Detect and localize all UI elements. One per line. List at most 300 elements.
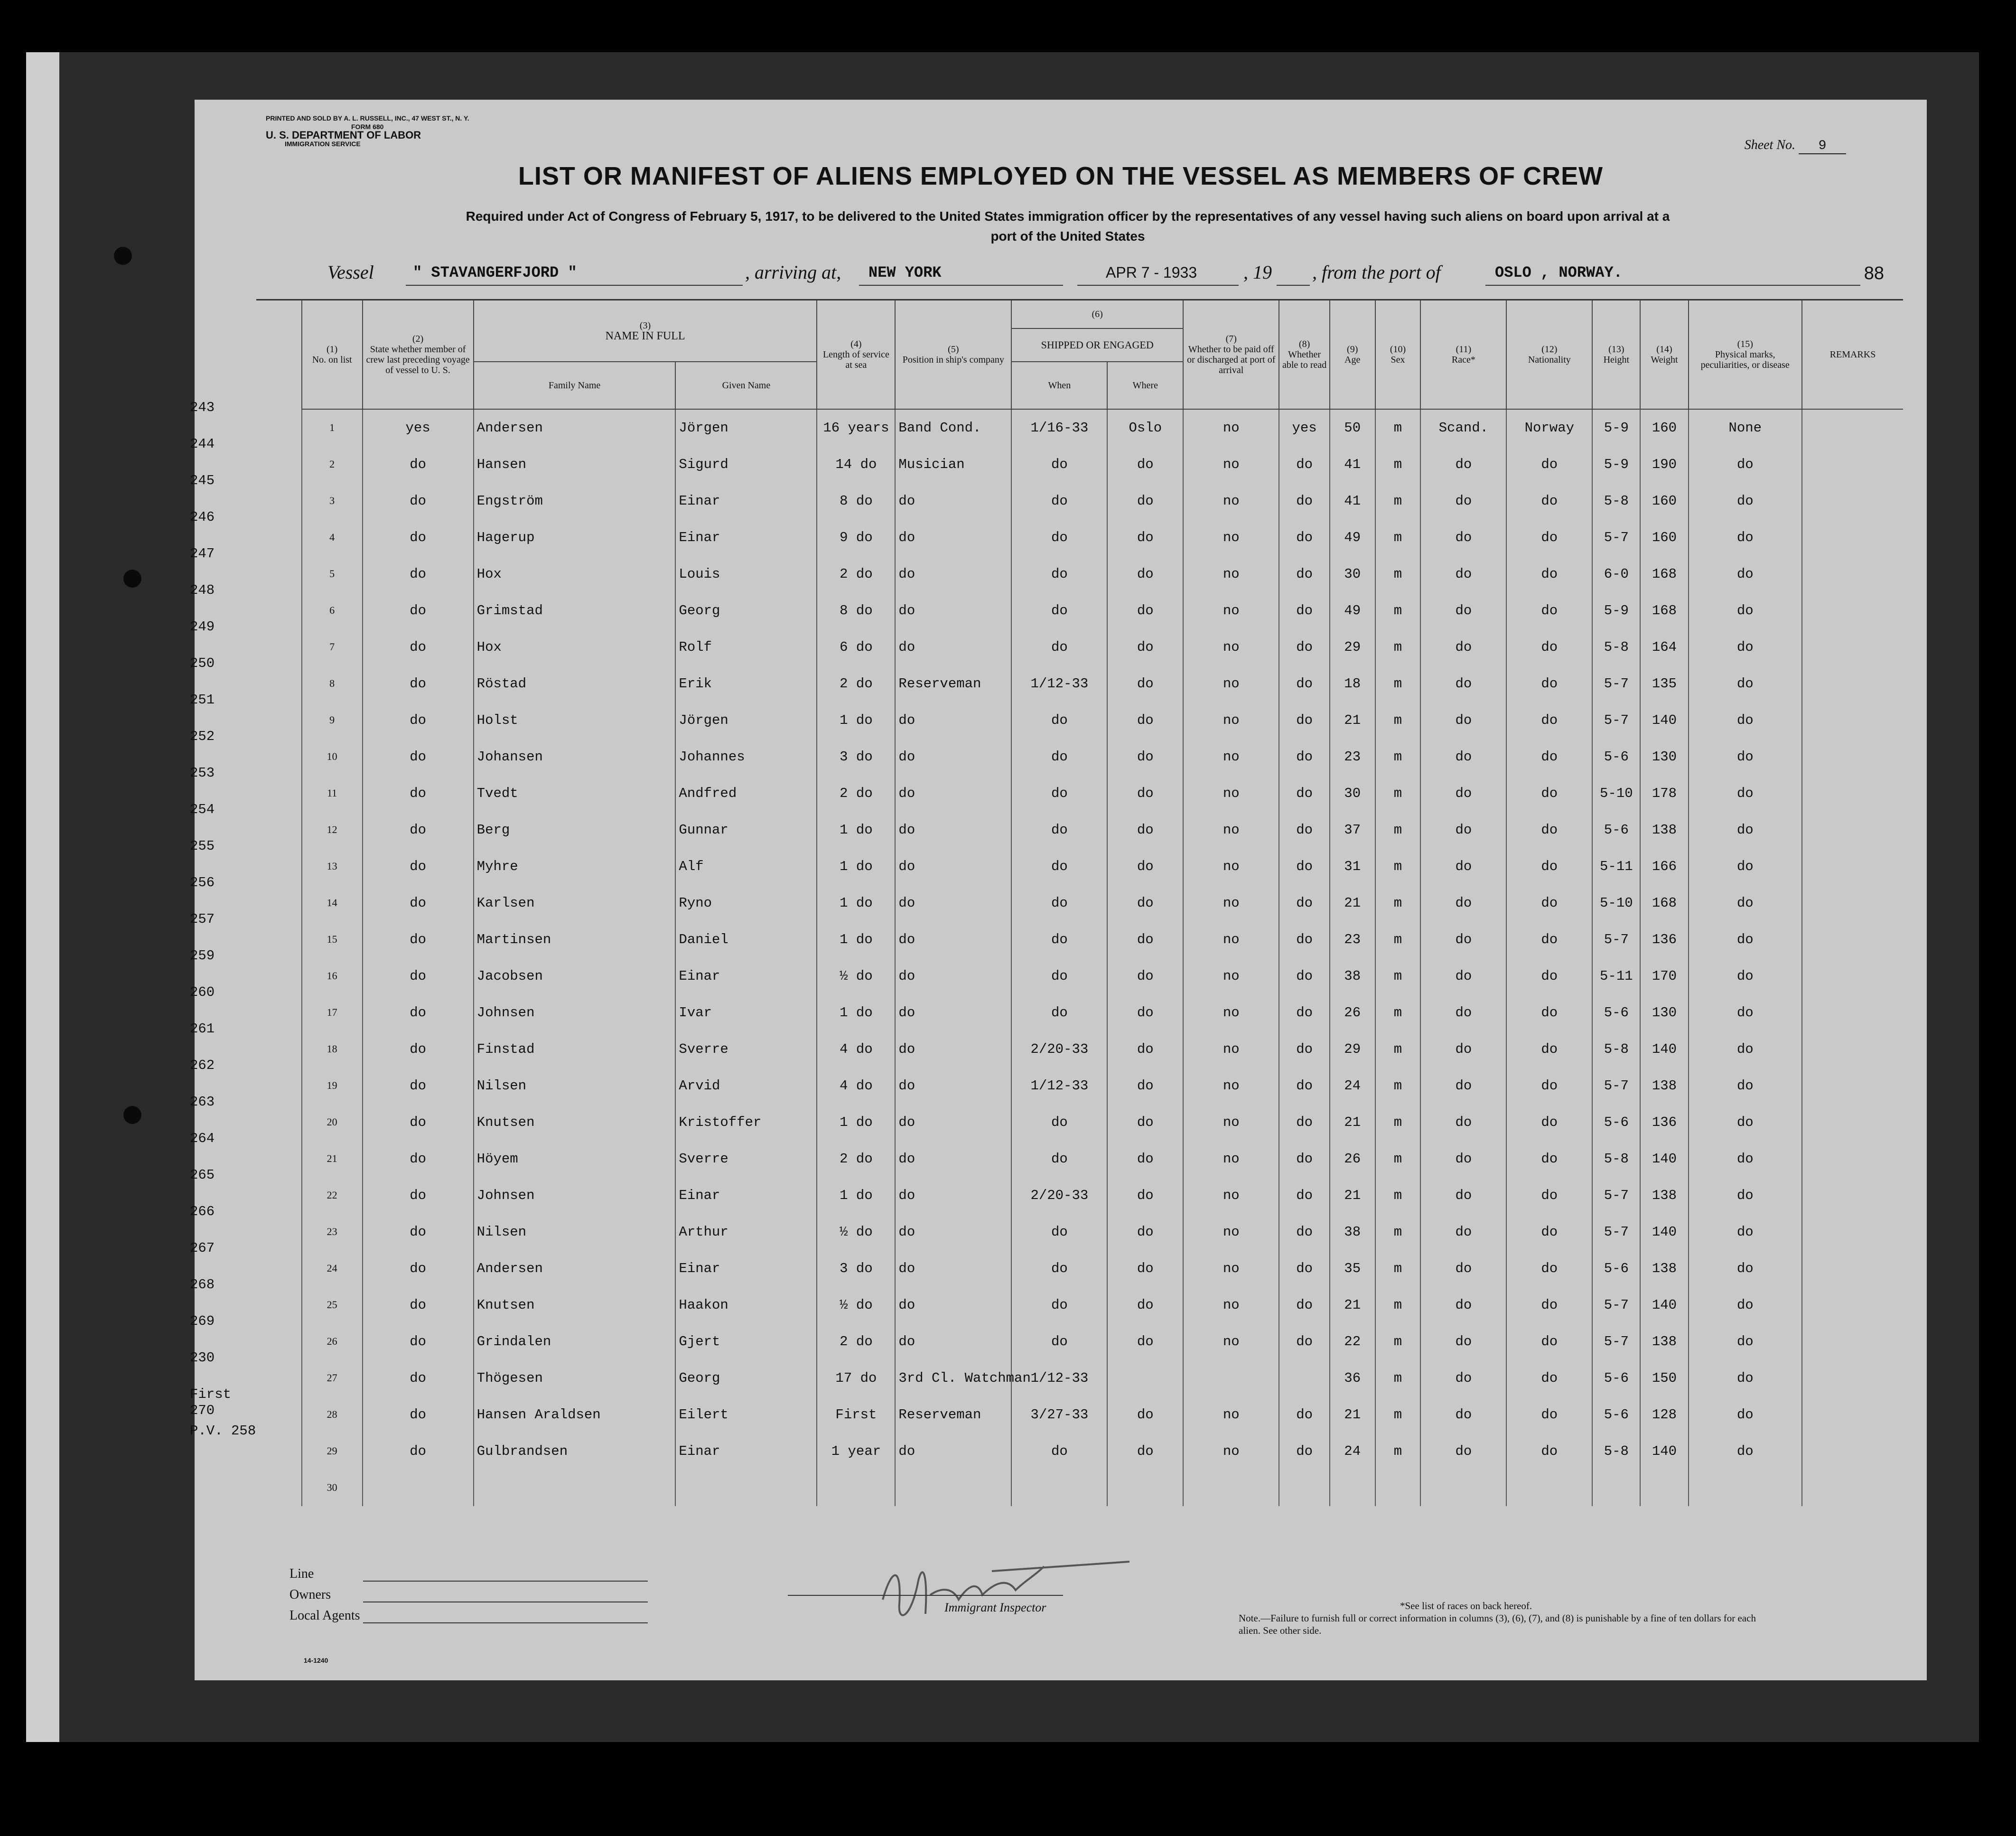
- nationality: do: [1506, 921, 1592, 958]
- given-name: Einar: [675, 483, 817, 519]
- local-agents-label: Local Agents: [289, 1608, 360, 1623]
- nationality: [1506, 1470, 1592, 1506]
- margin-number: 244: [190, 436, 215, 452]
- family-name: Thögesen: [474, 1360, 676, 1396]
- service-length: 17 do: [817, 1360, 895, 1396]
- height: 5-10: [1592, 885, 1640, 921]
- nationality: do: [1506, 1250, 1592, 1287]
- able-to-read: [1279, 1470, 1329, 1506]
- prev-voyage: do: [363, 629, 474, 665]
- paid-off: no: [1183, 519, 1279, 556]
- margin-number: 230: [190, 1350, 215, 1366]
- able-to-read: yes: [1279, 409, 1329, 446]
- given-name: Sverre: [675, 1031, 817, 1068]
- able-to-read: [1279, 1360, 1329, 1396]
- race: do: [1420, 665, 1506, 702]
- crew-row: [256, 1177, 1903, 1214]
- crew-row: [256, 775, 1903, 812]
- col-number: (14): [1656, 344, 1672, 355]
- shipped-when: do: [1011, 1250, 1107, 1287]
- age: 35: [1330, 1250, 1375, 1287]
- position: do: [895, 1104, 1011, 1141]
- shipped-where: do: [1107, 1104, 1183, 1141]
- penalty-note: Note.—Failure to furnish full or correct information in columns (3), (6), (7), and (8) is punishable by a fine of ten dollars for each alien. See other side.: [1239, 1612, 1756, 1636]
- crew-row: [256, 702, 1903, 739]
- service-length: ½ do: [817, 1287, 895, 1323]
- remarks: [1802, 1141, 1903, 1177]
- service-length: 1 do: [817, 812, 895, 848]
- weight: [1640, 1470, 1688, 1506]
- service-length: 2 do: [817, 1323, 895, 1360]
- binder-hole: [123, 1106, 141, 1124]
- remarks: [1802, 1287, 1903, 1323]
- given-name: Rolf: [675, 629, 817, 665]
- prev-voyage: [363, 1470, 474, 1506]
- family-name: Hagerup: [474, 519, 676, 556]
- service-length: 1 do: [817, 1177, 895, 1214]
- nationality: do: [1506, 1287, 1592, 1323]
- col-name-header: [474, 300, 817, 362]
- able-to-read: do: [1279, 812, 1329, 848]
- col-label: Nationality: [1528, 354, 1571, 365]
- service-length: 1 do: [817, 921, 895, 958]
- height: 5-8: [1592, 483, 1640, 519]
- margin-number: 259: [190, 948, 215, 964]
- shipped-when: do: [1011, 702, 1107, 739]
- shipped-when: do: [1011, 921, 1107, 958]
- able-to-read: do: [1279, 1323, 1329, 1360]
- able-to-read: do: [1279, 1031, 1329, 1068]
- age: 21: [1330, 885, 1375, 921]
- subtitle-line-1: Required under Act of Congress of February 5, 1917, to be delivered to the United States immigration officer by the representatives of any vessel having such aliens on board upon arrival at a: [466, 209, 1670, 224]
- nationality: do: [1506, 812, 1592, 848]
- weight: 170: [1640, 958, 1688, 994]
- crew-row: [256, 958, 1903, 994]
- age: 30: [1330, 556, 1375, 592]
- margin-number: 268: [190, 1277, 215, 1293]
- given-name: Johannes: [675, 739, 817, 775]
- sex: m: [1375, 1433, 1421, 1470]
- position: Reserveman: [895, 665, 1011, 702]
- able-to-read: do: [1279, 1177, 1329, 1214]
- height: 5-6: [1592, 1396, 1640, 1433]
- position: do: [895, 629, 1011, 665]
- margin-number: 249: [190, 619, 215, 635]
- sex: m: [1375, 1250, 1421, 1287]
- shipped-where: do: [1107, 1068, 1183, 1104]
- family-name: Myhre: [474, 848, 676, 885]
- prev-voyage: do: [363, 1396, 474, 1433]
- age: [1330, 1470, 1375, 1506]
- race: do: [1420, 1214, 1506, 1250]
- paid-off: no: [1183, 921, 1279, 958]
- family-name: Johansen: [474, 739, 676, 775]
- row-number: 3: [302, 483, 363, 519]
- race: do: [1420, 483, 1506, 519]
- shipped-when: do: [1011, 556, 1107, 592]
- col-label: No. on list: [312, 354, 352, 365]
- nationality: do: [1506, 665, 1592, 702]
- weight: 140: [1640, 702, 1688, 739]
- given-name: Einar: [675, 519, 817, 556]
- position: do: [895, 1141, 1011, 1177]
- position: Reserveman: [895, 1396, 1011, 1433]
- paid-off: no: [1183, 592, 1279, 629]
- position: do: [895, 592, 1011, 629]
- prev-voyage: do: [363, 592, 474, 629]
- shipped-where: do: [1107, 885, 1183, 921]
- nationality: do: [1506, 629, 1592, 665]
- physical-marks: do: [1689, 1141, 1802, 1177]
- height: 5-6: [1592, 1104, 1640, 1141]
- able-to-read: do: [1279, 1396, 1329, 1433]
- col-label: REMARKS: [1829, 349, 1876, 360]
- col-weight-header: [1640, 300, 1688, 409]
- from-port: OSLO , NORWAY.: [1495, 264, 1623, 281]
- crew-row: [256, 1470, 1903, 1506]
- col-number: (8): [1298, 338, 1310, 349]
- service-length: ½ do: [817, 958, 895, 994]
- shipped-when: do: [1011, 885, 1107, 921]
- row-number: 17: [302, 994, 363, 1031]
- shipped-when: 2/20-33: [1011, 1031, 1107, 1068]
- able-to-read: do: [1279, 446, 1329, 483]
- age: 23: [1330, 739, 1375, 775]
- weight: 164: [1640, 629, 1688, 665]
- height: 5-6: [1592, 1360, 1640, 1396]
- weight: 160: [1640, 483, 1688, 519]
- given-name: Einar: [675, 1433, 817, 1470]
- age: 50: [1330, 409, 1375, 446]
- physical-marks: do: [1689, 592, 1802, 629]
- col-label: Whether able to read: [1282, 349, 1327, 370]
- col-number: (7): [1225, 333, 1237, 344]
- physical-marks: [1689, 1470, 1802, 1506]
- race: do: [1420, 1323, 1506, 1360]
- race: do: [1420, 1104, 1506, 1141]
- col-number: (9): [1347, 344, 1358, 355]
- able-to-read: do: [1279, 483, 1329, 519]
- family-name: Grindalen: [474, 1323, 676, 1360]
- margin-number: 266: [190, 1204, 215, 1219]
- race: do: [1420, 1433, 1506, 1470]
- physical-marks: do: [1689, 739, 1802, 775]
- able-to-read: do: [1279, 665, 1329, 702]
- physical-marks: do: [1689, 958, 1802, 994]
- service-length: 9 do: [817, 519, 895, 556]
- sex: m: [1375, 519, 1421, 556]
- binder-hole: [123, 570, 141, 588]
- crew-row: [256, 1433, 1903, 1470]
- col-number: (11): [1456, 344, 1472, 355]
- margin-number: 243: [190, 400, 215, 415]
- physical-marks: do: [1689, 1031, 1802, 1068]
- able-to-read: do: [1279, 1068, 1329, 1104]
- crew-row: [256, 1396, 1903, 1433]
- remarks: [1802, 446, 1903, 483]
- arriving-port: NEW YORK: [868, 264, 942, 281]
- nationality: do: [1506, 885, 1592, 921]
- margin-numbers: [190, 400, 256, 1496]
- given-name: Haakon: [675, 1287, 817, 1323]
- col-label: Length of service at sea: [822, 349, 889, 370]
- shipped-when: do: [1011, 958, 1107, 994]
- paid-off: no: [1183, 446, 1279, 483]
- family-name: Holst: [474, 702, 676, 739]
- family-name: Hansen Araldsen: [474, 1396, 676, 1433]
- margin-number: 260: [190, 984, 215, 1000]
- height: 5-7: [1592, 1177, 1640, 1214]
- able-to-read: do: [1279, 1141, 1329, 1177]
- given-name-header: Given Name: [675, 362, 817, 409]
- race: do: [1420, 812, 1506, 848]
- height: 5-11: [1592, 848, 1640, 885]
- footer-fields: [289, 1566, 360, 1629]
- remarks: [1802, 1433, 1903, 1470]
- age: 21: [1330, 702, 1375, 739]
- col-label: Height: [1603, 354, 1630, 365]
- prev-voyage: yes: [363, 409, 474, 446]
- position: do: [895, 519, 1011, 556]
- margin-number: 255: [190, 838, 215, 854]
- weight: 135: [1640, 665, 1688, 702]
- service-length: 16 years: [817, 409, 895, 446]
- age: 22: [1330, 1323, 1375, 1360]
- race: do: [1420, 739, 1506, 775]
- remarks: [1802, 1470, 1903, 1506]
- paid-off: no: [1183, 1104, 1279, 1141]
- position: do: [895, 812, 1011, 848]
- shipped-where: do: [1107, 519, 1183, 556]
- nationality: do: [1506, 592, 1592, 629]
- race: do: [1420, 1031, 1506, 1068]
- service-length: [817, 1470, 895, 1506]
- crew-row: [256, 1031, 1903, 1068]
- service-length: 3 do: [817, 739, 895, 775]
- nationality: do: [1506, 1323, 1592, 1360]
- sex: m: [1375, 775, 1421, 812]
- sex: m: [1375, 994, 1421, 1031]
- prev-voyage: do: [363, 1433, 474, 1470]
- col-label: Physical marks, peculiarities, or disease: [1700, 349, 1790, 370]
- physical-marks: do: [1689, 702, 1802, 739]
- family-name-header: Family Name: [474, 362, 676, 409]
- service-length: 8 do: [817, 592, 895, 629]
- nationality: do: [1506, 556, 1592, 592]
- race: do: [1420, 1141, 1506, 1177]
- shipped-when: do: [1011, 1287, 1107, 1323]
- shipped-where: do: [1107, 446, 1183, 483]
- prev-voyage: do: [363, 556, 474, 592]
- given-name: [675, 1470, 817, 1506]
- age: 49: [1330, 519, 1375, 556]
- paid-off: no: [1183, 1068, 1279, 1104]
- shipped-when: do: [1011, 629, 1107, 665]
- age: 49: [1330, 592, 1375, 629]
- weight: 166: [1640, 848, 1688, 885]
- family-name: Nilsen: [474, 1214, 676, 1250]
- shipped-where: [1107, 1360, 1183, 1396]
- races-note: *See list of races on back hereof.: [1400, 1600, 1532, 1611]
- position: do: [895, 1177, 1011, 1214]
- service-length: 1 do: [817, 1104, 895, 1141]
- shipped-where: do: [1107, 921, 1183, 958]
- col-label: Position in ship's company: [902, 354, 1004, 365]
- remarks: [1802, 702, 1903, 739]
- age: 21: [1330, 1396, 1375, 1433]
- row-number: 15: [302, 921, 363, 958]
- owners-label: Owners: [289, 1587, 331, 1602]
- remarks: [1802, 994, 1903, 1031]
- form-number: FORM 680: [351, 123, 384, 131]
- margin-number: 257: [190, 911, 215, 927]
- remarks: [1802, 812, 1903, 848]
- sex: m: [1375, 958, 1421, 994]
- weight: 128: [1640, 1396, 1688, 1433]
- col-label: Whether to be paid off or discharged at port of arrival: [1187, 344, 1276, 375]
- col-no-header: [302, 300, 363, 409]
- arriving-label: , arriving at,: [745, 262, 841, 283]
- remarks: [1802, 885, 1903, 921]
- height: 5-7: [1592, 665, 1640, 702]
- prev-voyage: do: [363, 812, 474, 848]
- row-number: 12: [302, 812, 363, 848]
- height: 5-7: [1592, 921, 1640, 958]
- shipped-when: 1/16-33: [1011, 409, 1107, 446]
- manifest-page: [190, 100, 1927, 1680]
- service: IMMIGRATION SERVICE: [285, 140, 361, 148]
- nationality: do: [1506, 958, 1592, 994]
- position: do: [895, 958, 1011, 994]
- able-to-read: do: [1279, 994, 1329, 1031]
- weight: 140: [1640, 1433, 1688, 1470]
- sex: m: [1375, 1141, 1421, 1177]
- able-to-read: do: [1279, 629, 1329, 665]
- age: 23: [1330, 921, 1375, 958]
- row-number: 29: [302, 1433, 363, 1470]
- shipped-where: do: [1107, 739, 1183, 775]
- footer-form-code: 14-1240: [304, 1657, 328, 1664]
- height: 5-7: [1592, 1068, 1640, 1104]
- row-number: 23: [302, 1214, 363, 1250]
- position: do: [895, 775, 1011, 812]
- service-length: 2 do: [817, 665, 895, 702]
- row-number: 13: [302, 848, 363, 885]
- height: 5-9: [1592, 592, 1640, 629]
- row-number: 7: [302, 629, 363, 665]
- family-name: [474, 1470, 676, 1506]
- sex: m: [1375, 629, 1421, 665]
- able-to-read: do: [1279, 1287, 1329, 1323]
- service-length: 1 do: [817, 885, 895, 921]
- height: 5-9: [1592, 409, 1640, 446]
- shipped-when: do: [1011, 1214, 1107, 1250]
- prev-voyage: do: [363, 1250, 474, 1287]
- given-name: Sverre: [675, 1141, 817, 1177]
- shipped-when: do: [1011, 848, 1107, 885]
- margin-number: 263: [190, 1094, 215, 1110]
- nationality: do: [1506, 994, 1592, 1031]
- col-shipped-header: [1011, 300, 1183, 328]
- remarks: [1802, 775, 1903, 812]
- given-name: Andfred: [675, 775, 817, 812]
- paid-off: no: [1183, 1141, 1279, 1177]
- given-name: Einar: [675, 1177, 817, 1214]
- given-name: Eilert: [675, 1396, 817, 1433]
- paid-off: no: [1183, 629, 1279, 665]
- margin-number: 264: [190, 1131, 215, 1146]
- col-marks-header: [1689, 300, 1802, 409]
- physical-marks: None: [1689, 409, 1802, 446]
- prev-voyage: do: [363, 1031, 474, 1068]
- col-age-header: [1330, 300, 1375, 409]
- shipped-when: do: [1011, 812, 1107, 848]
- shipped-when: do: [1011, 1104, 1107, 1141]
- height: 5-9: [1592, 446, 1640, 483]
- col-label: NAME IN FULL: [605, 329, 685, 342]
- age: 41: [1330, 446, 1375, 483]
- able-to-read: do: [1279, 702, 1329, 739]
- able-to-read: do: [1279, 1214, 1329, 1250]
- col-paid-off-header: [1183, 300, 1279, 409]
- family-name: Berg: [474, 812, 676, 848]
- prev-voyage: do: [363, 519, 474, 556]
- nationality: do: [1506, 702, 1592, 739]
- physical-marks: do: [1689, 446, 1802, 483]
- race: do: [1420, 848, 1506, 885]
- position: do: [895, 1068, 1011, 1104]
- race: do: [1420, 1068, 1506, 1104]
- service-length: 4 do: [817, 1068, 895, 1104]
- margin-number: First 270: [190, 1386, 240, 1418]
- shipped-when: 1/12-33: [1011, 1068, 1107, 1104]
- position: [895, 1470, 1011, 1506]
- age: 24: [1330, 1068, 1375, 1104]
- nationality: do: [1506, 1068, 1592, 1104]
- position: do: [895, 1214, 1011, 1250]
- nationality: do: [1506, 775, 1592, 812]
- given-name: Louis: [675, 556, 817, 592]
- able-to-read: do: [1279, 958, 1329, 994]
- crew-row: [256, 994, 1903, 1031]
- height: 5-8: [1592, 1031, 1640, 1068]
- weight: 150: [1640, 1360, 1688, 1396]
- given-name: Jörgen: [675, 409, 817, 446]
- age: 26: [1330, 1141, 1375, 1177]
- race: do: [1420, 1177, 1506, 1214]
- weight: 178: [1640, 775, 1688, 812]
- shipped-where: do: [1107, 592, 1183, 629]
- vessel-label: Vessel: [327, 262, 374, 283]
- prev-voyage: do: [363, 1068, 474, 1104]
- race: do: [1420, 1396, 1506, 1433]
- paid-off: no: [1183, 848, 1279, 885]
- margin-number: 246: [190, 509, 215, 525]
- given-name: Georg: [675, 1360, 817, 1396]
- race: do: [1420, 1250, 1506, 1287]
- sex: m: [1375, 1104, 1421, 1141]
- row-number: 20: [302, 1104, 363, 1141]
- document-subtitle: [327, 206, 1808, 246]
- weight: 138: [1640, 1068, 1688, 1104]
- shipped-when: do: [1011, 739, 1107, 775]
- given-name: Daniel: [675, 921, 817, 958]
- sex: m: [1375, 483, 1421, 519]
- nationality: do: [1506, 1396, 1592, 1433]
- family-name: Höyem: [474, 1141, 676, 1177]
- shipped-where: do: [1107, 775, 1183, 812]
- family-name: Karlsen: [474, 885, 676, 921]
